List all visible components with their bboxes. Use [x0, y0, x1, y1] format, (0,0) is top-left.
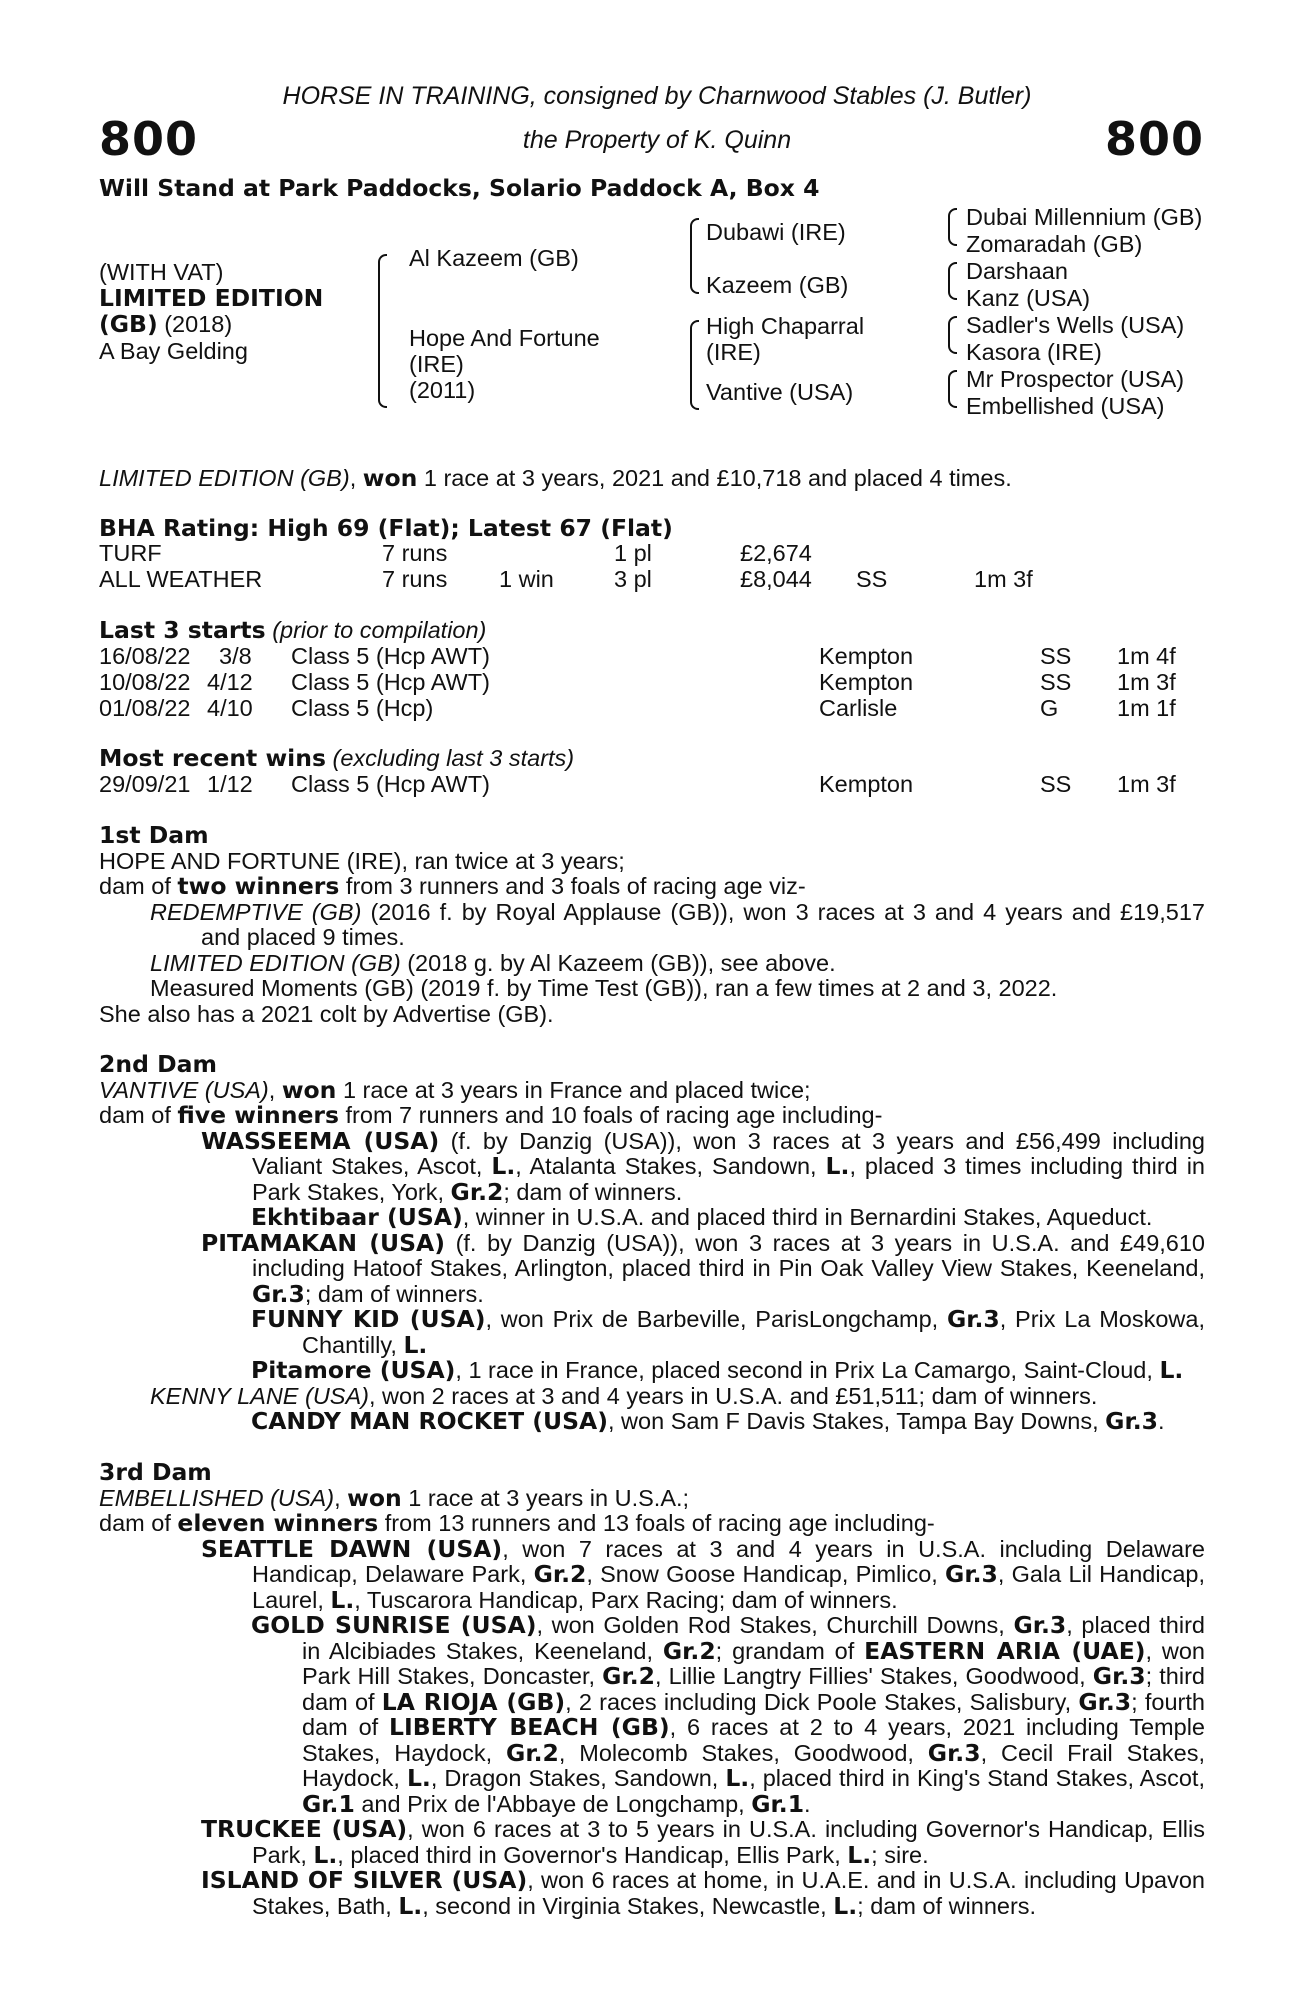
produce-entry: FUNNY KID (USA), won Prix de Barbeville, ParisLongchamp, Gr.3, Prix La Moskowa, Chantilly, L. — [251, 1305, 1205, 1359]
pedigree-sire-sire: Dubawi (IRE) — [706, 219, 846, 245]
pedigree-sire-dam: Kazeem (GB) — [706, 272, 849, 298]
second-dam-produce-summary: dam of five winners from 7 runners and 10 foals of racing age including- — [99, 1101, 883, 1129]
third-dam-record: EMBELLISHED (USA), won 1 race at 3 years in U.S.A.; — [99, 1483, 690, 1512]
pedigree-brace-3a — [948, 208, 957, 246]
pedigree-brace-3b — [948, 262, 957, 300]
pedigree-g6: Kasora (IRE) — [966, 339, 1102, 365]
pedigree-dam-sire-2: (IRE) — [706, 339, 761, 365]
third-dam-produce-summary: dam of eleven winners from 13 runners and 13 foals of racing age including- — [99, 1509, 935, 1537]
pedigree-dam-dam: Vantive (USA) — [706, 379, 854, 405]
pedigree-brace-2b — [690, 320, 699, 410]
pedigree-dam-sire-1: High Chaparral — [706, 313, 865, 339]
pedigree-g3: Darshaan — [966, 258, 1068, 284]
produce-entry: TRUCKEE (USA), won 6 races at 3 to 5 years in U.S.A. including Governor's Handicap, Ellis Park, L., placed third in Governor's Handicap, Ellis Park, L.; sire. — [201, 1815, 1205, 1869]
produce-entry: REDEMPTIVE (GB) (2016 f. by Royal Applause (GB)), won 3 races at 3 and 4 years and £19,517 and placed 9 times. — [150, 898, 1205, 950]
second-dam-heading: 2nd Dam — [99, 1050, 217, 1078]
lot-number-left: 800 — [99, 112, 199, 166]
pedigree-brace-3d — [948, 370, 957, 408]
last-3-heading: Last 3 starts (prior to compilation) — [99, 616, 487, 644]
consignor-line: HORSE IN TRAINING, consigned by Charnwood Stables (J. Butler) — [282, 82, 1032, 110]
first-dam-produce-summary: dam of two winners from 3 runners and 3 foals of racing age viz- — [99, 872, 806, 900]
property-line: the Property of K. Quinn — [522, 126, 792, 154]
produce-entry: Ekhtibaar (USA), winner in U.S.A. and placed third in Bernardini Stakes, Aqueduct. — [251, 1203, 1153, 1231]
produce-entry: CANDY MAN ROCKET (USA), won Sam F Davis Stakes, Tampa Bay Downs, Gr.3. — [251, 1407, 1165, 1435]
pedigree-g2: Zomaradah (GB) — [966, 231, 1143, 257]
first-dam-section — [99, 823, 1205, 1027]
pedigree-brace-1 — [378, 254, 387, 408]
race-summary: LIMITED EDITION (GB), won 1 race at 3 years, 2021 and £10,718 and placed 4 times. — [99, 464, 1012, 492]
catalogue-page: HORSE IN TRAINING, consigned by Charnwood Stables (J. Butler) 800 the Property of K. Quinn 800 Will Stand at Park Paddocks, Solario Paddock A, Box 4 (WITH VAT) LIMITED EDITION (GB) (2018) A Bay Gelding Al Kazeem (GB) Hope And Fortune (IRE) (2011) Dubawi (IRE) Kazeem (GB) High Chaparral (IRE) Vantive (USA) Dubai Millennium (GB) Zomaradah (GB) Darshaan Kanz (USA) Sadler's Wells (USA) Kasora (IRE) Mr Prospector (USA) Embellished (USA) LIMITED EDITION (GB), won 1 race at 3 years, 2021 and £10,718 and placed 4 times. BHA Rating: High 69 (Flat); Latest 67 (Flat) TURF 7 runs 1 pl £2,674 ALL WEATHER 7 runs 1 win 3 pl £8,044 SS 1m 3f Last 3 starts (prior to compilation) 16/08/22 3/8 Class 5 (Hcp AWT) Kempton SS 1m 4f 10/08/22 4/12 Class 5 (Hcp AWT) Kempton SS 1m 3f 01/08/22 4/10 Class 5 (Hcp) Carlisle G 1m 1f Most recent wins (excluding last 3 starts) 29/09/21 1/12 Class 5 (Hcp AWT) Kempton SS 1m 3f 1st Dam HOPE AND FORTUNE (IRE), ran twice at 3 years; dam of two winners from 3 runners and 3 foals of racing age viz- REDEMPTIVE (GB) (2016 f. by Royal Applause (GB)), won 3 races at 3 and 4 years and £19,517 and placed 9 times. LIMITED EDITION (GB) (2018 g. by Al Kazeem (GB)), see above. Measured Moments (GB) (2019 f. by Time Test (GB)), ran a few times at 2 and 3, 2022. She also has a 2021 colt by Advertise (GB). 2nd Dam VANTIVE (USA), won 1 race at 3 years in France and placed twice; dam of five winners from 7 runners and 10 foals of racing age including- WASSEEMA (USA) (f. by Danzig (USA)), won 3 races at 3 years and £56,499 including Valiant Stakes, Ascot, L., Atalanta Stakes, Sandown, L., placed 3 times including third in Park Stakes, York, Gr.2; dam of winners. Ekhtibaar (USA), winner in U.S.A. and placed third in Bernardini Stakes, Aqueduct. PITAMAKAN (USA) (f. by Danzig (USA)), won 3 races at 3 years in U.S.A. and £49,610 including Hatoof Stakes, Arlington, placed third in Pin Oak Valley View Stakes, Keeneland, Gr.3; dam of winners. FUNNY KID (USA), won Prix de Barbeville, ParisLongchamp, Gr.3, Prix La Moskowa, Chantilly, L. Pitamore (USA), 1 race in France, placed second in Prix La Camargo, Saint-Cloud, L. KENNY LANE (USA), won 2 races at 3 and 4 years in U.S.A. and £51,511; dam of winners. CANDY MAN ROCKET (USA), won Sam F Davis Stakes, Tampa Bay Downs, Gr.3. 3rd Dam EMBELLISHED (USA), won 1 race at 3 years in U.S.A.; dam of eleven winners from 13 runners and 13 foals of racing age including- SEATTLE DAWN (USA), won 7 races at 3 and 4 years in U.S.A. including Delaware Handicap, Delaware Park, Gr.2, Snow Goose Handicap, Pimlico, Gr.3, Gala Lil Handicap, Laurel, L., Tuscarora Handicap, Parx Racing; dam of winners. GOLD SUNRISE (USA), won Golden Rod Stakes, Churchill Downs, Gr.3, placed third in Alcibiades Stakes, Keeneland, Gr.2; grandam of EASTERN ARIA (UAE), won Park Hill Stakes, Doncaster, Gr.2, Lillie Langtry Fillies' Stakes, Goodwood, Gr.3; third dam of LA RIOJA (GB), 2 races including Dick Poole Stakes, Salisbury, Gr.3; fourth dam of LIBERTY BEACH (GB), 6 races at 2 to 4 years, 2021 including Temple Stakes, Haydock, Gr.2, Molecomb Stakes, Goodwood, Gr.3, Cecil Frail Stakes, Haydock, L., Dragon Stakes, Sandown, L., placed third in King's Stand Stakes, Ascot, Gr.1 and Prix de l'Abbaye de Longchamp, Gr.1. TRUCKEE (USA), won 6 races at 3 to 5 years in U.S.A. including Governor's Handicap, Ellis Park, L., placed third in Governor's Handicap, Ellis Park, L.; sire. ISLAND OF SILVER (USA), won 6 races at home, in U.A.E. and in U.S.A. including Upavon Stakes, Bath, L., second in Virginia Stakes, Newcastle, L.; dam of winners. — [0, 0, 1314, 2000]
pedigree-g4: Kanz (USA) — [966, 285, 1091, 311]
produce-entry: PITAMAKAN (USA) (f. by Danzig (USA)), won 3 races at 3 years in U.S.A. and £49,610 including Hatoof Stakes, Arlington, placed third in Pin Oak Valley View Stakes, Keeneland, Gr.3; dam of winners. — [201, 1228, 1205, 1308]
second-dam-record: VANTIVE (USA), won 1 race at 3 years in France and placed twice; — [99, 1075, 811, 1104]
horse-name: LIMITED EDITION — [99, 284, 324, 312]
produce-entry: ISLAND OF SILVER (USA), won 6 races at home, in U.A.E. and in U.S.A. including Upavon Stakes, Bath, L., second in Virginia Stakes, Newcastle, L.; dam of winners. — [201, 1866, 1205, 1920]
lot-number-right: 800 — [1104, 112, 1204, 166]
produce-entry: GOLD SUNRISE (USA), won Golden Rod Stakes, Churchill Downs, Gr.3, placed third in Alcibiades Stakes, Keeneland, Gr.2; grandam of EASTERN ARIA (UAE), won Park Hill Stakes, Doncaster, Gr.2, Lillie Langtry Fillies' Stakes, Goodwood, Gr.3; third dam of LA RIOJA (GB), 2 races including Dick Poole Stakes, Salisbury, Gr.3; fourth dam of LIBERTY BEACH (GB), 6 races at 2 to 4 years, 2021 including Temple Stakes, Haydock, Gr.2, Molecomb Stakes, Goodwood, Gr.3, Cecil Frail Stakes, Haydock, L., Dragon Stakes, Sandown, L., placed third in King's Stand Stakes, Ascot, Gr.1 and Prix de l'Abbaye de Longchamp, Gr.1. — [251, 1611, 1206, 1818]
pedigree-sire: Al Kazeem (GB) — [409, 245, 579, 271]
produce-entry: Pitamore (USA), 1 race in France, placed second in Prix La Camargo, Saint-Cloud, L. — [251, 1356, 1184, 1384]
produce-entry: Measured Moments (GB) (2019 f. by Time Test (GB)), ran a few times at 2 and 3, 2022. — [150, 975, 1058, 1001]
pedigree-brace-3c — [948, 316, 957, 354]
horse-country-year: (GB) (2018) — [99, 310, 233, 338]
first-dam-record: HOPE AND FORTUNE (IRE), ran twice at 3 years; — [99, 847, 625, 874]
pedigree-dam-2: (IRE) — [409, 351, 464, 377]
third-dam-section — [99, 1460, 1205, 1919]
produce-entry: WASSEEMA (USA) (f. by Danzig (USA)), won 3 races at 3 years and £56,499 including Valiant Stakes, Ascot, L., Atalanta Stakes, Sandown, L., placed 3 times including third in Park Stakes, York, Gr.2; dam of winners. — [201, 1126, 1205, 1206]
produce-entry: LIMITED EDITION (GB) (2018 g. by Al Kazeem (GB)), see above. — [150, 949, 836, 976]
pedigree-dam-3: (2011) — [409, 377, 476, 403]
pedigree-g7: Mr Prospector (USA) — [966, 366, 1185, 392]
second-dam-section — [99, 1052, 1205, 1435]
pedigree-g1: Dubai Millennium (GB) — [966, 204, 1203, 230]
pedigree-brace-2a — [690, 218, 699, 294]
pedigree-g8: Embellished (USA) — [966, 393, 1165, 419]
pedigree-dam-1: Hope And Fortune — [409, 325, 600, 351]
recent-wins-heading: Most recent wins (excluding last 3 starts) — [99, 744, 575, 772]
produce-entry: KENNY LANE (USA), won 2 races at 3 and 4 years in U.S.A. and £51,511; dam of winners. — [150, 1382, 1098, 1409]
first-dam-heading: 1st Dam — [99, 821, 209, 849]
bha-rating: BHA Rating: High 69 (Flat); Latest 67 (Flat) — [99, 514, 673, 542]
produce-entry: SEATTLE DAWN (USA), won 7 races at 3 and 4 years in U.S.A. including Delaware Handicap, Delaware Park, Gr.2, Snow Goose Handicap, Pimlico, Gr.3, Gala Lil Handicap, Laurel, L., Tuscarora Handicap, Parx Racing; dam of winners. — [201, 1534, 1205, 1614]
stabling-location: Will Stand at Park Paddocks, Solario Paddock A, Box 4 — [99, 174, 820, 202]
horse-description: A Bay Gelding — [99, 338, 248, 364]
produce-note: She also has a 2021 colt by Advertise (GB). — [99, 1000, 554, 1027]
vat-note: (WITH VAT) — [99, 259, 224, 285]
third-dam-heading: 3rd Dam — [99, 1458, 212, 1486]
pedigree-g5: Sadler's Wells (USA) — [966, 312, 1185, 338]
